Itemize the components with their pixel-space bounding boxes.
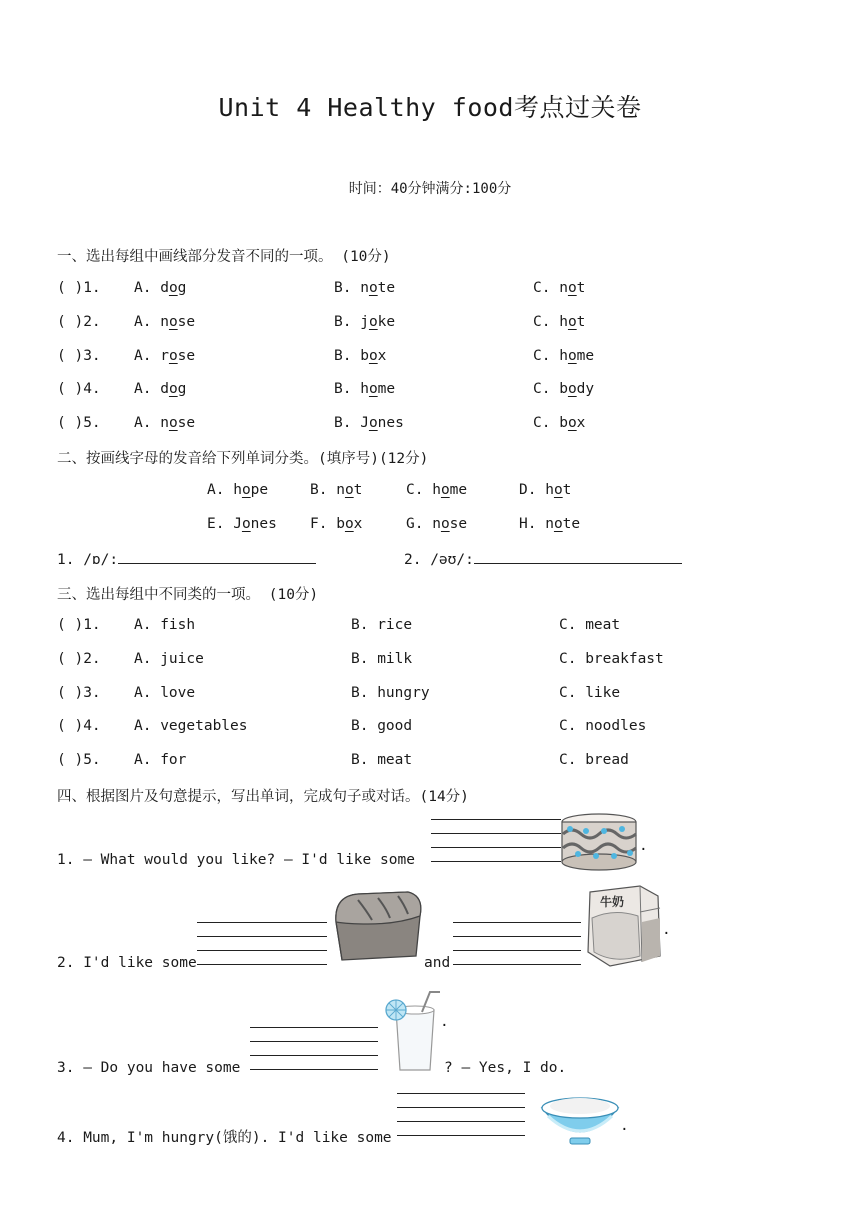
page-title: Unit 4 Healthy food考点过关卷 bbox=[218, 93, 642, 122]
section-1-heading: 一、选出每组中画线部分发音不同的一项。 (10分) bbox=[57, 249, 391, 265]
classify-word-f bbox=[310, 516, 362, 532]
option-1-3-a-underlined-letter: o bbox=[168, 347, 178, 364]
option-3-1-b: B. rice bbox=[351, 617, 413, 633]
q1-writing-lines[interactable] bbox=[431, 819, 561, 863]
cake-image bbox=[560, 812, 642, 872]
option-1-4-c-word-end: dy bbox=[576, 381, 595, 398]
option-1-4-a-label: A. bbox=[134, 381, 161, 398]
option-1-1-c-underlined-letter: o bbox=[567, 280, 577, 296]
option-1-3-b-word-start: b bbox=[360, 347, 369, 364]
classify-word-a-underlined-letter: o bbox=[241, 482, 251, 498]
option-1-1-a-word-end: g bbox=[177, 280, 187, 296]
option-1-5-a-word-start: n bbox=[160, 415, 169, 432]
option-1-2-a-word-start: n bbox=[160, 313, 169, 330]
juice-glass-image bbox=[382, 988, 444, 1076]
question-3-5-number[interactable]: ( )5. bbox=[57, 752, 101, 769]
q4-period: . bbox=[620, 1118, 629, 1134]
rice-bowl-image bbox=[538, 1086, 622, 1150]
classify-word-g-word-start: n bbox=[432, 516, 441, 532]
option-1-2-c bbox=[533, 314, 585, 330]
classify-word-h bbox=[519, 516, 580, 532]
classify-word-d bbox=[519, 482, 571, 498]
q3-writing-lines[interactable] bbox=[250, 1027, 378, 1071]
classify-word-c-word-start: h bbox=[432, 482, 441, 498]
question-4-3-part-1: 3. — Do you have some bbox=[57, 1060, 241, 1076]
question-4-2-and: and bbox=[424, 955, 451, 971]
option-1-5-b-word-end: nes bbox=[377, 415, 404, 432]
classify-word-g-label: G. bbox=[406, 516, 433, 532]
option-1-3-c-word-end: me bbox=[576, 347, 595, 364]
classify-word-e-label: E. bbox=[207, 516, 234, 532]
classify-word-b-word-end: t bbox=[353, 482, 363, 498]
option-1-4-b-word-end: me bbox=[377, 381, 396, 398]
option-1-1-b-underlined-letter: o bbox=[368, 280, 378, 296]
option-1-4-a-word-end: g bbox=[177, 381, 187, 398]
classify-word-f-word-start: b bbox=[336, 516, 345, 532]
option-3-4-b: B. good bbox=[351, 718, 413, 735]
option-1-2-b-word-end: ke bbox=[377, 313, 396, 330]
classify-word-a bbox=[207, 482, 268, 498]
classify-word-c-word-end: me bbox=[449, 482, 468, 498]
option-1-3-a bbox=[134, 348, 195, 364]
option-1-3-c-word-start: h bbox=[559, 347, 568, 364]
option-1-2-c-word-end: t bbox=[576, 313, 586, 330]
option-1-5-b-underlined-letter: o bbox=[368, 415, 378, 432]
option-1-1-b-label: B. bbox=[334, 280, 361, 296]
classify-word-h-label: H. bbox=[519, 516, 546, 532]
q2-writing-lines-2[interactable] bbox=[453, 922, 581, 966]
option-1-4-b bbox=[334, 381, 395, 397]
option-3-4-a: A. vegetables bbox=[134, 718, 248, 735]
classify-word-a-label: A. bbox=[207, 482, 234, 498]
option-1-5-b-label: B. bbox=[334, 415, 361, 432]
option-1-5-c-word-start: b bbox=[559, 415, 568, 432]
option-1-5-c bbox=[533, 415, 585, 431]
option-3-1-c: C. meat bbox=[559, 617, 621, 633]
classify-word-d-label: D. bbox=[519, 482, 546, 498]
classify-word-f-word-end: x bbox=[353, 516, 363, 532]
option-1-1-a bbox=[134, 280, 186, 296]
option-1-4-a bbox=[134, 381, 186, 397]
question-1-4-number[interactable]: ( )4. bbox=[57, 381, 101, 398]
q4-writing-lines[interactable] bbox=[397, 1093, 525, 1137]
classify-word-d-word-start: h bbox=[545, 482, 554, 498]
question-4-4: 4. Mum, I'm hungry(饿的). I'd like some bbox=[57, 1130, 392, 1146]
answer-1-blank[interactable] bbox=[118, 549, 316, 564]
option-1-2-b-word-start: j bbox=[360, 313, 369, 330]
option-3-5-c: C. bread bbox=[559, 752, 629, 769]
option-1-5-c-label: C. bbox=[533, 415, 560, 432]
option-1-4-a-word-start: d bbox=[160, 381, 169, 398]
answer-2-blank[interactable] bbox=[474, 549, 682, 564]
option-3-1-a: A. fish bbox=[134, 617, 196, 633]
question-1-2-number[interactable]: ( )2. bbox=[57, 313, 101, 330]
classify-word-d-underlined-letter: o bbox=[553, 482, 563, 498]
classify-word-e bbox=[207, 516, 277, 532]
option-3-5-b: B. meat bbox=[351, 752, 413, 769]
classify-word-c-label: C. bbox=[406, 482, 433, 498]
question-4-3-part-2: ? — Yes, I do. bbox=[444, 1060, 567, 1076]
option-1-5-a-label: A. bbox=[134, 415, 161, 432]
option-1-1-a-underlined-letter: o bbox=[168, 280, 178, 296]
question-3-4-number[interactable]: ( )4. bbox=[57, 718, 101, 735]
option-1-2-c-label: C. bbox=[533, 313, 560, 330]
option-1-2-c-word-start: h bbox=[559, 313, 568, 330]
option-1-4-c-underlined-letter: o bbox=[567, 381, 577, 398]
option-1-3-a-word-end: se bbox=[177, 347, 196, 364]
option-1-1-c-word-end: t bbox=[576, 280, 586, 296]
option-1-5-c-word-end: x bbox=[576, 415, 586, 432]
option-1-1-b bbox=[334, 280, 395, 296]
option-1-1-c bbox=[533, 280, 585, 296]
answer-line-2 bbox=[404, 549, 682, 568]
answer-line-1 bbox=[57, 549, 316, 568]
classify-word-b-word-start: n bbox=[336, 482, 345, 498]
option-1-1-c-word-start: n bbox=[559, 280, 568, 296]
q3-period: . bbox=[440, 1014, 449, 1030]
option-1-3-a-word-start: r bbox=[160, 347, 169, 364]
question-1-1-number[interactable]: ( )1. bbox=[57, 280, 101, 296]
classify-word-c-underlined-letter: o bbox=[440, 482, 450, 498]
option-1-4-b-label: B. bbox=[334, 381, 361, 398]
option-1-2-c-underlined-letter: o bbox=[567, 313, 577, 330]
option-1-5-a-underlined-letter: o bbox=[168, 415, 178, 432]
option-1-1-c-label: C. bbox=[533, 280, 560, 296]
option-1-3-c-underlined-letter: o bbox=[567, 347, 577, 364]
classify-word-h-word-end: te bbox=[562, 516, 581, 532]
option-3-3-b: B. hungry bbox=[351, 684, 430, 701]
option-3-2-b: B. milk bbox=[351, 650, 413, 667]
option-1-3-c-label: C. bbox=[533, 347, 560, 364]
classify-word-a-word-start: h bbox=[233, 482, 242, 498]
milk-label-text: 牛奶 bbox=[600, 895, 625, 909]
classify-word-b-label: B. bbox=[310, 482, 337, 498]
question-4-1: 1. — What would you like? — I'd like some bbox=[57, 852, 415, 868]
milk-carton-image bbox=[584, 882, 664, 968]
option-1-4-b-underlined-letter: o bbox=[368, 381, 378, 398]
question-3-1-number[interactable]: ( )1. bbox=[57, 617, 101, 633]
question-3-3-number[interactable]: ( )3. bbox=[57, 684, 101, 701]
exam-time-score: 时间：40分钟满分:100分 bbox=[348, 181, 512, 197]
classify-word-f-label: F. bbox=[310, 516, 337, 532]
classify-word-h-underlined-letter: o bbox=[553, 516, 563, 532]
option-3-2-a: A. juice bbox=[134, 650, 204, 667]
option-1-1-a-word-start: d bbox=[160, 280, 169, 296]
option-1-5-a-word-end: se bbox=[177, 415, 196, 432]
option-1-4-a-underlined-letter: o bbox=[168, 381, 178, 398]
option-1-3-b-underlined-letter: o bbox=[368, 347, 378, 364]
classify-word-f-underlined-letter: o bbox=[344, 516, 354, 532]
classify-word-h-word-start: n bbox=[545, 516, 554, 532]
question-3-2-number[interactable]: ( )2. bbox=[57, 650, 101, 667]
q2-period: . bbox=[662, 922, 671, 938]
option-1-3-b-label: B. bbox=[334, 347, 361, 364]
question-1-3-number[interactable]: ( )3. bbox=[57, 347, 101, 364]
option-1-3-a-label: A. bbox=[134, 347, 161, 364]
option-1-5-a bbox=[134, 415, 195, 431]
option-1-2-b-label: B. bbox=[334, 313, 361, 330]
option-1-3-c bbox=[533, 348, 594, 364]
option-1-2-a-underlined-letter: o bbox=[168, 313, 178, 330]
option-1-2-b-underlined-letter: o bbox=[368, 313, 378, 330]
section-4-heading: 四、根据图片及句意提示，写出单词，完成句子或对话。(14分) bbox=[57, 789, 469, 805]
answer-2-label: 2. /əʊ/: bbox=[404, 552, 474, 568]
option-1-3-b-word-end: x bbox=[377, 347, 387, 364]
option-3-3-a: A. love bbox=[134, 684, 196, 701]
classify-word-b bbox=[310, 482, 362, 498]
classify-word-a-word-end: pe bbox=[250, 482, 269, 498]
option-3-2-c: C. breakfast bbox=[559, 650, 664, 667]
option-1-4-c bbox=[533, 381, 594, 397]
option-1-5-b bbox=[334, 415, 404, 431]
option-1-2-a bbox=[134, 314, 195, 330]
option-1-4-c-word-start: b bbox=[559, 381, 568, 398]
bread-image bbox=[328, 886, 424, 966]
option-3-5-a: A. for bbox=[134, 752, 187, 769]
classify-word-c bbox=[406, 482, 467, 498]
option-1-1-a-label: A. bbox=[134, 280, 161, 296]
option-1-4-b-word-start: h bbox=[360, 381, 369, 398]
classify-word-b-underlined-letter: o bbox=[344, 482, 354, 498]
option-1-4-c-label: C. bbox=[533, 381, 560, 398]
option-1-5-c-underlined-letter: o bbox=[567, 415, 577, 432]
option-1-2-b bbox=[334, 314, 395, 330]
option-1-1-b-word-start: n bbox=[360, 280, 369, 296]
classify-word-e-word-start: J bbox=[233, 516, 242, 532]
option-1-1-b-word-end: te bbox=[377, 280, 396, 296]
option-1-2-a-word-end: se bbox=[177, 313, 196, 330]
section-2-heading: 二、按画线字母的发音给下列单词分类。(填序号)(12分) bbox=[57, 451, 429, 467]
classify-word-e-underlined-letter: o bbox=[241, 516, 251, 532]
option-3-3-c: C. like bbox=[559, 684, 621, 701]
question-4-2-part-1: 2. I'd like some bbox=[57, 955, 197, 971]
option-1-5-b-word-start: J bbox=[360, 415, 369, 432]
option-1-2-a-label: A. bbox=[134, 313, 161, 330]
option-3-4-c: C. noodles bbox=[559, 718, 647, 735]
classify-word-g-word-end: se bbox=[449, 516, 468, 532]
option-1-3-b bbox=[334, 348, 386, 364]
classify-word-g bbox=[406, 516, 467, 532]
section-3-heading: 三、选出每组中不同类的一项。 (10分) bbox=[57, 587, 319, 603]
question-1-5-number[interactable]: ( )5. bbox=[57, 415, 101, 432]
q1-period: . bbox=[639, 838, 648, 854]
q2-writing-lines-1[interactable] bbox=[197, 922, 327, 966]
classify-word-g-underlined-letter: o bbox=[440, 516, 450, 532]
answer-1-label: 1. /ɒ/: bbox=[57, 552, 119, 568]
classify-word-d-word-end: t bbox=[562, 482, 572, 498]
classify-word-e-word-end: nes bbox=[250, 516, 277, 532]
